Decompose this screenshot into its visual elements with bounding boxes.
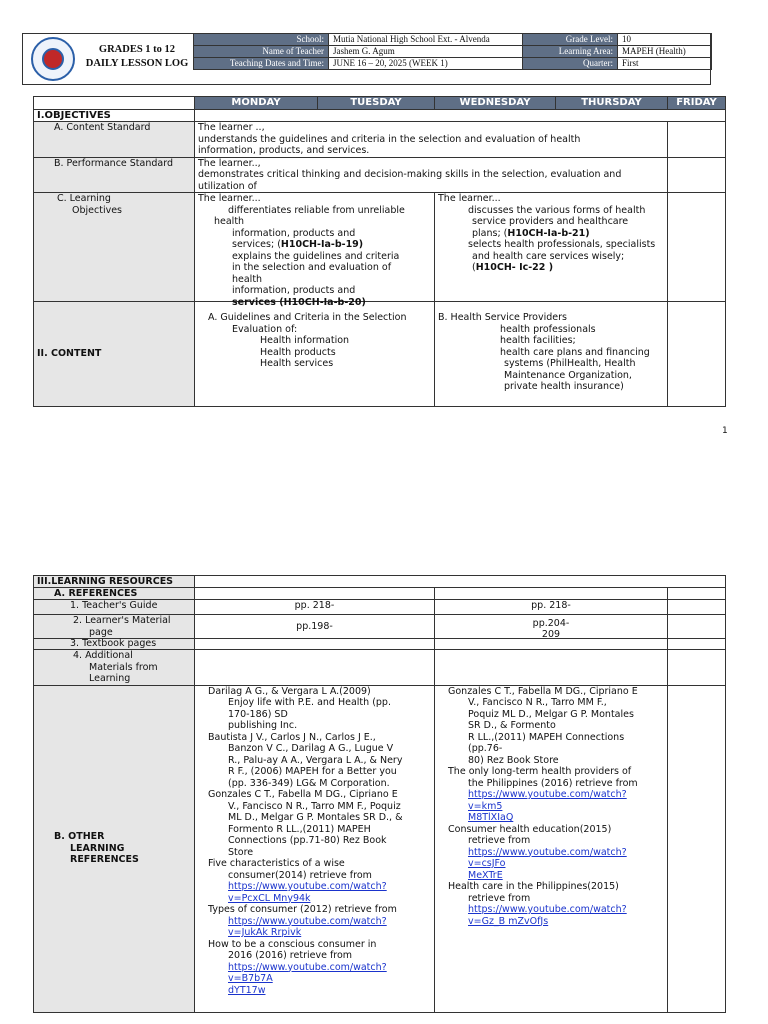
performance-standard-text: The learner.., demonstrates critical thinking and decision-making skills in the selection, evaluation and utilization of [195, 157, 668, 193]
content-label: II. CONTENT [34, 302, 195, 407]
reference-line: R F., (2006) MAPEH for a Better you [228, 766, 397, 777]
reference-line: How to be a conscious consumer in [208, 938, 377, 950]
reference-line: 2016 (2016) retrieve from [228, 950, 353, 961]
reference-link[interactable]: v=km5 [468, 800, 503, 812]
resources-table [33, 575, 726, 1013]
reference-line: ML D., Melgar G P. Montales SR D., & [228, 812, 403, 823]
learners-material-label: 2. Learner's Material page [34, 615, 195, 639]
quarter-value: First [618, 58, 712, 70]
quarter-label: Quarter: [523, 58, 618, 70]
reference-link[interactable]: v=PcxCL Mny94k [228, 892, 311, 904]
grade-value: 10 [618, 34, 712, 46]
reference-line: (pp. 336-349) LG& M Corporation. [228, 777, 390, 789]
reference-link[interactable]: v=B7b7A [228, 973, 273, 984]
objectives-heading: I.OBJECTIVES [34, 110, 195, 122]
reference-link[interactable]: M8TlXIaQ [468, 812, 514, 823]
performance-standard-label: B. Performance Standard [34, 157, 195, 193]
reference-line: R., Palu-ay A A., Vergara L A., & Nery [228, 754, 403, 766]
other-references-label: B. OTHER LEARNING REFERENCES [34, 685, 195, 1012]
reference-line: Gonzales C T., Fabella M DG., Cipriano E [208, 789, 398, 800]
grade-label: Grade Level: [523, 34, 618, 46]
reference-line: Consumer health education(2015) [448, 823, 612, 835]
other-references-right [435, 685, 668, 1012]
reference-line: Gonzales C T., Fabella M DG., Cipriano E [448, 685, 638, 697]
other-references-left [195, 685, 435, 1012]
reference-link[interactable]: https://www.youtube.com/watch? [228, 915, 387, 927]
reference-link[interactable]: v=JukAk Rrpivk [228, 927, 302, 938]
content-standard-text: The learner .., understands the guidelines and criteria in the selection and evaluation of health information, products, and services. [195, 122, 668, 158]
textbook-pages-label: 3. Textbook pages [34, 639, 195, 650]
resources-heading: III.LEARNING RESOURCES [34, 576, 195, 588]
day-tuesday: TUESDAY [318, 97, 435, 110]
header-info-table [193, 33, 712, 70]
day-friday: FRIDAY [668, 97, 726, 110]
reference-link[interactable]: v=Gz_B mZvOfJs [468, 915, 549, 927]
reference-line: Bautista J V., Carlos J N., Carlos J E., [208, 731, 376, 743]
reference-link[interactable]: https://www.youtube.com/watch? [228, 881, 387, 892]
reference-line: SR D., & Formento [468, 720, 556, 731]
content-right: B. Health Service Providers health professionals health facilities; health care plans and financing systems (PhilHealth, Health Maintenance Organization, private health insurance) [435, 302, 668, 407]
reference-line: Darilag A G., & Vergara L A.(2009) [208, 685, 371, 697]
reference-line: Poquiz ML D., Melgar G P. Montales [468, 708, 634, 720]
reference-line: consumer(2014) retrieve from [228, 869, 372, 881]
reference-link[interactable]: v=csJFo [468, 858, 506, 869]
objectives-table [33, 96, 726, 407]
reference-line: Enjoy life with P.E. and Health (pp. [228, 697, 391, 708]
reference-line: retrieve from [468, 835, 531, 846]
deped-seal-icon [31, 37, 75, 81]
reference-line: the Philippines (2016) retrieve from [468, 777, 638, 789]
reference-line: V., Fancisco N R., Tarro MM F., [468, 697, 607, 708]
reference-line: Connections (pp.71-80) Rez Book [228, 835, 387, 846]
additional-materials-label: 4. Additional Materials from Learning [34, 650, 195, 686]
teachers-guide-left: pp. 218- [195, 600, 435, 615]
reference-line: Store [228, 846, 254, 858]
reference-line: Five characteristics of a wise [208, 858, 345, 869]
reference-line: Banzon V C., Darilag A G., Lugue V [228, 743, 394, 754]
reference-link[interactable]: https://www.youtube.com/watch? [468, 846, 627, 858]
reference-link[interactable]: https://www.youtube.com/watch? [468, 904, 627, 915]
teachers-guide-label: 1. Teacher's Guide [34, 600, 195, 615]
title-line-2: DAILY LESSON LOG [85, 58, 189, 69]
reference-line: retrieve from [468, 892, 531, 904]
dates-value: JUNE 16 – 20, 2025 (WEEK 1) [329, 58, 523, 70]
reference-line: 80) Rez Book Store [468, 754, 559, 766]
reference-line: (pp.76- [468, 743, 503, 754]
reference-link[interactable]: dYT17w [228, 984, 266, 996]
day-thursday: THURSDAY [556, 97, 668, 110]
references-label: A. REFERENCES [34, 588, 195, 600]
reference-line: Types of consumer (2012) retrieve from [208, 904, 397, 915]
dates-label: Teaching Dates and Time: [194, 58, 329, 70]
day-wednesday: WEDNESDAY [435, 97, 556, 110]
reference-link[interactable]: https://www.youtube.com/watch? [228, 961, 387, 973]
content-left: A. Guidelines and Criteria in the Selection Evaluation of: Health information Health products Health services [195, 302, 435, 407]
school-label: School: [194, 34, 329, 46]
reference-line: 170-186) SD [228, 708, 288, 720]
reference-line: Formento R LL.,(2011) MAPEH [228, 823, 371, 835]
reference-line: V., Fancisco N R., Tarro MM F., Poquiz [228, 800, 401, 812]
teachers-guide-right: pp. 218- [435, 600, 668, 615]
learners-material-right: pp.204- 209 [435, 615, 668, 639]
learners-material-left: pp.198- [195, 615, 435, 639]
reference-line: publishing Inc. [228, 720, 298, 731]
reference-line: R LL.,(2011) MAPEH Connections [468, 731, 625, 743]
learning-objectives-right: The learner... discusses the various forms of health service providers and healthcare plans; (H10CH-Ia-b-21) selects health professionals, specialists and health care services wisely; (H10CH- Ic-22 ) [435, 193, 668, 302]
day-monday: MONDAY [195, 97, 318, 110]
area-value: MAPEH (Health) [618, 46, 712, 58]
reference-link[interactable]: https://www.youtube.com/watch? [468, 789, 627, 800]
learning-objectives-left: The learner... differentiates reliable from unreliable health information, products and services; (H10CH-Ia-b-19) explains the guidelines and criteria in the selection and evaluation of health information, products and services (H10CH-Ia-b-20) [195, 193, 435, 302]
reference-link[interactable]: MeXTrE [468, 869, 503, 881]
content-standard-label: A. Content Standard [34, 122, 195, 158]
page-number: 1 [722, 426, 728, 436]
school-value: Mutia National High School Ext. - Alvenda [329, 34, 523, 46]
teacher-label: Name of Teacher [194, 46, 329, 58]
reference-line: Health care in the Philippines(2015) [448, 881, 619, 892]
title-line-1: GRADES 1 to 12 [98, 44, 176, 55]
teacher-value: Jashem G. Agum [329, 46, 523, 58]
area-label: Learning Area: [523, 46, 618, 58]
learning-objectives-label: C. Learning Objectives [34, 193, 195, 302]
reference-line: The only long-term health providers of [448, 766, 632, 777]
